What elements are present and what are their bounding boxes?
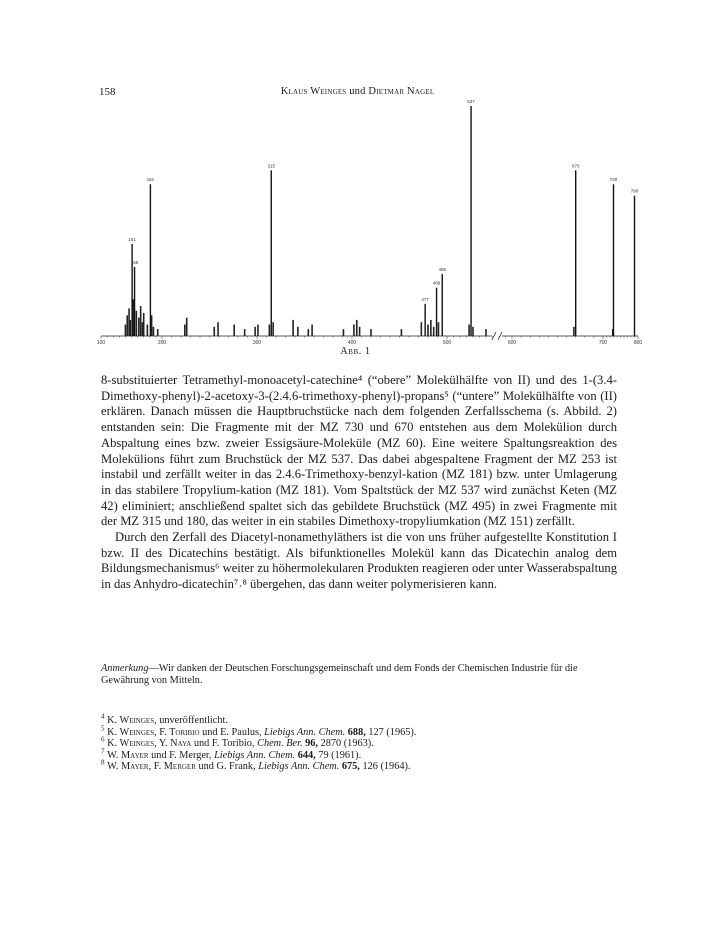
peak-label: 790: [630, 188, 639, 194]
spectrum-bars: [125, 106, 634, 336]
reference-authors: K. Weinges, F. Toribio: [107, 726, 200, 738]
reference-authors: K. Weinges,: [107, 715, 157, 726]
body-paragraph-1: 8-substituierter Tetramethyl-monoacetyl-catechine⁴ (“obere” Molekülhälfte von II) und des 1-(3.4-Dimethoxy-phenyl)-2-acetoxy-3-(2.4.6-trimethoxy-phenyl)-propans⁵ (“untere” Molekülhälfte von (II) erklären. Danach müssen die Hauptbruchstücke nach dem folgenden Zerfallsschema (s. Abbild. 2) entstanden sein: Die Fragmente mit der MZ 730 und 670 entstehen aus dem Molekülion durch Abspaltung eines bzw. zweier Essigsäure-Moleküle (MZ 60). Eine weitere Spaltungsreaktion des Molekülions führt zum Bruchstück der MZ 537. Das dabei abgespaltene Fragment der MZ 253 ist instabil und zerfällt weiter in das 2.4.6-Trimethoxy-benzyl-kation (MZ 181) bzw. unter Umlagerung in das stabilere Tropylium-kation (MZ 181). Vom Spaltstück der MZ 537 wird zunächst Keten (MZ 42) eliminiert; anschließend spaltet sich das gebildete Bruchstück (MZ 495) in zwei Fragmente mit der MZ 315 und 180, das weiter in ein stabiles Dimethoxy-tropyliumkation (MZ 151) zerfällt.: [101, 373, 617, 529]
reference-number: 5: [101, 724, 105, 733]
reference-rest: unveröffentlicht.: [156, 715, 228, 726]
reference-item: [101, 724, 617, 739]
reference-authors: W. Mayer, F. Merger: [107, 761, 196, 773]
body-text: [101, 373, 617, 593]
reference-rest: und F. Merger,: [148, 749, 215, 761]
reference-tail: 79 (1961).: [315, 749, 362, 761]
peak-label: 537: [467, 100, 475, 104]
acknowledgement-label: Anmerkung: [101, 663, 149, 674]
reference-authors: W. Mayer: [107, 749, 149, 761]
x-tick-label: 200: [157, 340, 167, 346]
reference-tail: 126 (1964).: [359, 761, 411, 773]
peak-label: 181: [146, 177, 155, 183]
mass-spectrum-chart: [90, 100, 650, 350]
reference-number: 4: [101, 712, 105, 721]
peak-label: 477: [421, 296, 429, 302]
author-join: und: [346, 86, 369, 97]
reference-rest: und E. Paulus,: [199, 726, 265, 738]
x-tick-label: 500: [442, 340, 452, 346]
spectrum-peak-labels: [128, 100, 638, 302]
peak-label: 495: [438, 266, 447, 272]
reference-volume: 644,: [295, 749, 316, 761]
reference-journal: Liebigs Ann. Chem.: [264, 726, 346, 738]
axis-break-mark: [498, 332, 502, 340]
acknowledgement: [101, 663, 617, 687]
reference-volume: 675,: [339, 761, 360, 773]
figure-caption-text: Abb. 1: [340, 346, 371, 357]
figure-caption: [0, 346, 711, 357]
running-title: [99, 86, 616, 97]
peak-label: 151: [128, 237, 136, 242]
acknowledgement-text: —Wir danken der Deutschen Forschungsgemeinschaft und dem Fonds der Chemischen Industrie für die Gewährung von Mitteln.: [101, 663, 578, 686]
references: [101, 712, 617, 773]
reference-authors: K. Weinges, Y. Naya: [107, 738, 192, 750]
author-2: Dietmar Nagel: [368, 86, 435, 97]
x-tick-label: 400: [347, 340, 357, 346]
reference-number: 8: [101, 758, 105, 767]
reference-item: [101, 735, 617, 750]
reference-journal: Liebigs Ann. Chem.: [214, 749, 296, 761]
body-paragraph-2: Durch den Zerfall des Diacetyl-nonamethyläthers ist die von uns früher aufgestellte Konstitution I bzw. II des Dicatechins bestätigt. Als bifunktionelles Molekül kann das Dicatechin analog dem Bildungsmechanismus⁶ weiter zu höhermolekularen Produkten reagieren oder unter Wasserabspaltung in das Anhydro-dicatechin⁷˒⁸ übergehen, das dann weiter polymerisieren kann.: [101, 530, 617, 592]
x-tick-label: 100: [96, 340, 106, 346]
reference-tail: 127 (1965).: [365, 726, 417, 738]
peak-label: 730: [609, 177, 618, 183]
reference-volume: 688,: [345, 726, 366, 738]
page-number: 158: [99, 86, 116, 98]
reference-volume: 96,: [302, 738, 319, 750]
x-tick-label: 300: [252, 340, 262, 346]
author-1: Klaus Weinges: [280, 86, 347, 97]
x-tick-label: 600: [507, 340, 517, 346]
reference-item: [101, 758, 617, 773]
reference-journal: Chem. Ber.: [257, 738, 303, 750]
peak-label: 670: [571, 163, 580, 169]
reference-number: 7: [101, 747, 105, 756]
peak-label: 155: [130, 260, 139, 265]
peak-label: 315: [267, 163, 276, 169]
reference-item: [101, 712, 617, 727]
reference-tail: 2870 (1963).: [318, 738, 374, 750]
reference-number: 6: [101, 735, 105, 744]
spectrum-axis: [97, 332, 643, 346]
reference-rest: und F. Toribio,: [191, 738, 258, 750]
x-tick-label: 700: [598, 340, 608, 346]
reference-rest: und G. Frank,: [195, 761, 259, 773]
x-tick-label: 800: [633, 340, 643, 346]
reference-journal: Liebigs Ann. Chem.: [258, 761, 340, 773]
reference-item: [101, 747, 617, 762]
peak-label: 489: [432, 280, 441, 286]
